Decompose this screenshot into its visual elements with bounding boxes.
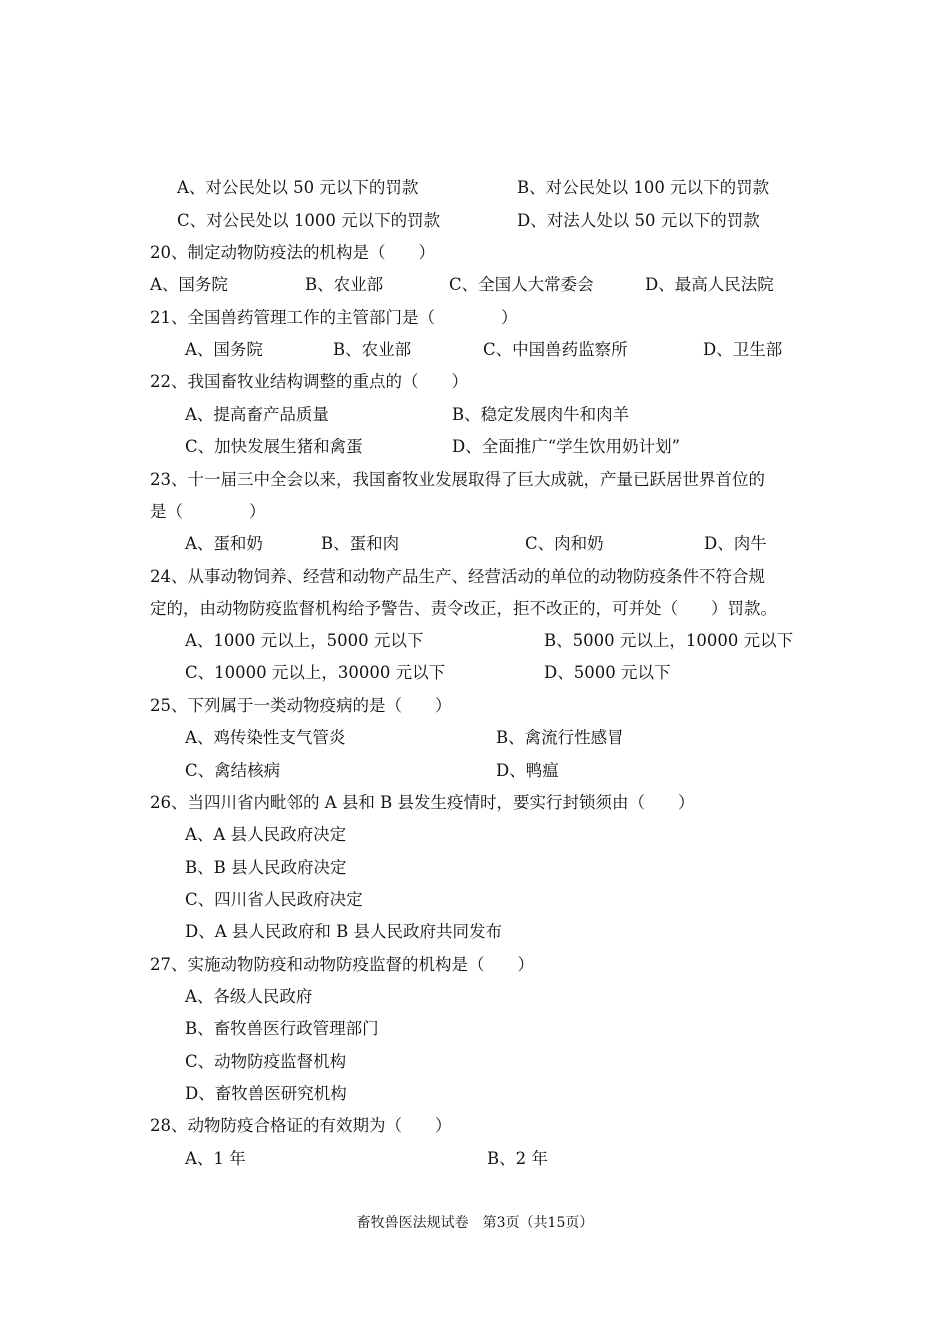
option-23-d: D、肉牛: [704, 534, 767, 553]
option-21-b: B、农业部: [333, 340, 412, 359]
option-28-a: A、1 年: [185, 1149, 246, 1168]
option-26-a: A、A 县人民政府决定: [185, 825, 347, 844]
option-23-a: A、蛋和奶: [185, 534, 263, 553]
option-25-c: C、禽结核病: [185, 761, 281, 780]
question-27: 27、实施动物防疫和动物防疫监督的机构是（ ）: [150, 955, 534, 974]
option-19-a: A、对公民处以 50 元以下的罚款: [177, 178, 419, 197]
question-24-line-2: 定的，由动物防疫监督机构给予警告、责令改正，拒不改正的，可并处（ ）罚款。: [150, 599, 777, 618]
option-26-b: B、B 县人民政府决定: [185, 858, 347, 877]
option-22-b: B、稳定发展肉牛和肉羊: [452, 405, 630, 424]
option-24-c: C、10000 元以上，30000 元以下: [185, 663, 446, 682]
option-20-d: D、最高人民法院: [645, 275, 774, 294]
option-27-c: C、动物防疫监督机构: [185, 1052, 347, 1071]
option-24-d: D、5000 元以下: [544, 663, 671, 682]
question-23-line-2: 是（ ）: [150, 502, 266, 521]
option-25-d: D、鸭瘟: [496, 761, 559, 780]
option-21-a: A、国务院: [185, 340, 263, 359]
option-24-a: A、1000 元以上，5000 元以下: [185, 631, 424, 650]
option-21-c: C、中国兽药监察所: [483, 340, 628, 359]
option-27-a: A、各级人民政府: [185, 987, 313, 1006]
option-19-c: C、对公民处以 1000 元以下的罚款: [177, 211, 441, 230]
option-26-c: C、四川省人民政府决定: [185, 890, 363, 909]
option-25-b: B、禽流行性感冒: [496, 728, 624, 747]
question-26: 26、当四川省内毗邻的 A 县和 B 县发生疫情时，要实行封锁须由（ ）: [150, 793, 695, 812]
option-20-c: C、全国人大常委会: [449, 275, 594, 294]
question-24-line-1: 24、从事动物饲养、经营和动物产品生产、经营活动的单位的动物防疫条件不符合规: [150, 567, 765, 586]
option-19-b: B、对公民处以 100 元以下的罚款: [517, 178, 770, 197]
question-23-line-1: 23、十一届三中全会以来，我国畜牧业发展取得了巨大成就，产量已跃居世界首位的: [150, 470, 765, 489]
option-27-d: D、畜牧兽医研究机构: [185, 1084, 347, 1103]
page-footer: 畜牧兽医法规试卷 第3页（共15页）: [356, 1215, 594, 1231]
option-27-b: B、畜牧兽医行政管理部门: [185, 1019, 379, 1038]
question-21: 21、全国兽药管理工作的主管部门是（ ）: [150, 308, 518, 327]
question-22: 22、我国畜牧业结构调整的重点的（ ）: [150, 372, 468, 391]
question-20: 20、制定动物防疫法的机构是（ ）: [150, 243, 435, 262]
option-23-b: B、蛋和肉: [321, 534, 400, 553]
option-19-d: D、对法人处以 50 元以下的罚款: [517, 211, 760, 230]
option-23-c: C、肉和奶: [525, 534, 604, 553]
option-22-d: D、全面推广“学生饮用奶计划”: [452, 437, 681, 456]
option-28-b: B、2 年: [487, 1149, 548, 1168]
option-20-a: A、国务院: [150, 275, 228, 294]
option-20-b: B、农业部: [305, 275, 384, 294]
question-28: 28、动物防疫合格证的有效期为（ ）: [150, 1116, 452, 1135]
option-22-c: C、加快发展生猪和禽蛋: [185, 437, 363, 456]
question-25: 25、下列属于一类动物疫病的是（ ）: [150, 696, 452, 715]
option-25-a: A、鸡传染性支气管炎: [185, 728, 346, 747]
option-24-b: B、5000 元以上，10000 元以下: [544, 631, 794, 650]
option-21-d: D、卫生部: [703, 340, 783, 359]
option-26-d: D、A 县人民政府和 B 县人民政府共同发布: [185, 922, 503, 941]
option-22-a: A、提高畜产品质量: [185, 405, 329, 424]
